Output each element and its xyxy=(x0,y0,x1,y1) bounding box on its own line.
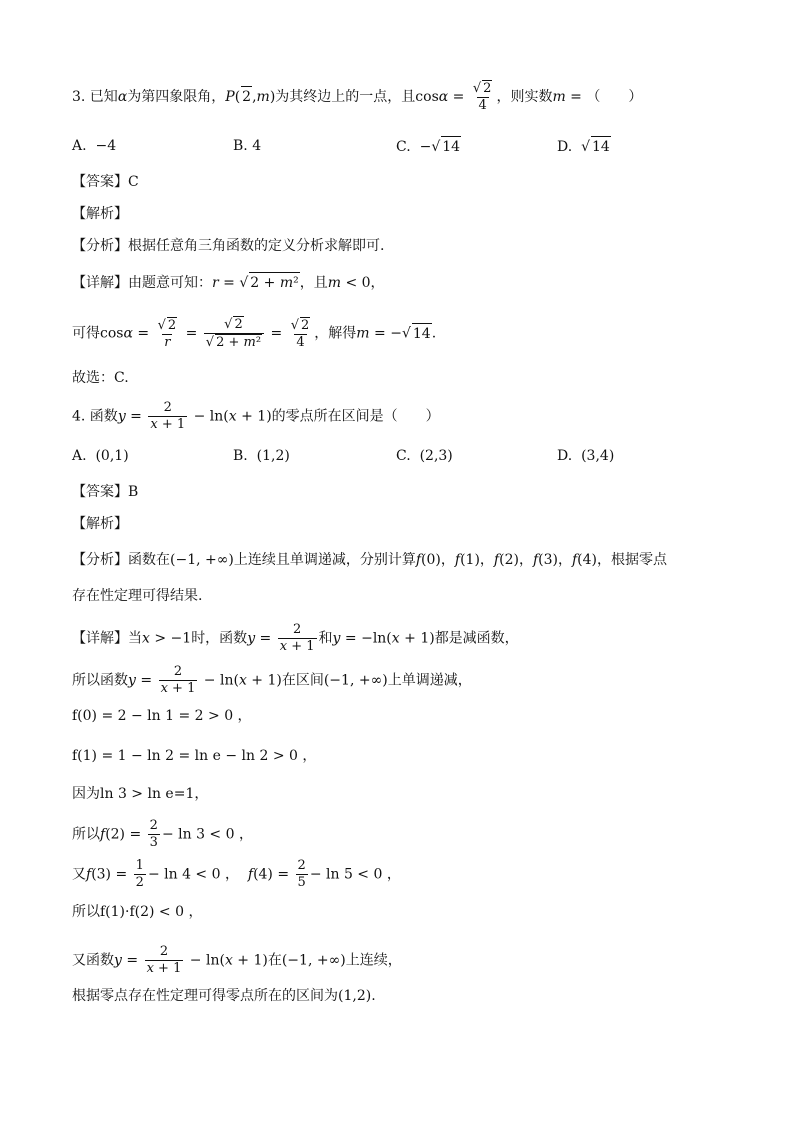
q3-stem: 3. 已知α为第四象限角，P( 2,m)为其终边上的一点，且cosα = $\frac{√ 2}{4}$ ，则实数m = （ ） xyxy=(72,81,643,113)
q4-final: 根据零点存在性定理可得零点所在的区间为(1,2). xyxy=(72,988,376,1004)
q3-step2: 可得cosα = $\frac{√ 2}{r}$ = $\frac{√ 2}{\text{√ 2 + m²}}$ = $\frac{√ 2}{4}$ ，解得m = −√ 14. xyxy=(72,317,437,350)
q3-option-b: B. 4 xyxy=(233,138,262,154)
q3-answer: 【答案】C xyxy=(72,174,139,190)
q3-xiangjie: 【详解】由题意可知：r = √ 2 + m²，且m < 0， xyxy=(72,272,385,293)
q4-fenxi: 【分析】函数在(−1, +∞)上连续且单调递减，分别计算f(0)，f(1)，f(2)，f(3)，f(4)，根据零点 xyxy=(72,552,668,568)
q4-f2: 所以f(2) = $\frac{2}{3}$ − ln 3 < 0 ， xyxy=(72,818,253,850)
q4-option-c: C. (2,3) xyxy=(396,448,453,464)
q4-product: 所以f(1)·f(2) < 0 ， xyxy=(72,904,203,920)
q4-option-d: D. (3,4) xyxy=(557,448,615,464)
q3-stem-text-c: 为其终边上的一点，且 xyxy=(275,89,416,105)
q3-option-d: D. √ 14 xyxy=(557,136,611,157)
q4-fenxi-cont: 存在性定理可得结果. xyxy=(72,588,203,604)
q4-f3-f4: 又f(3) = $\frac{1}{2}$ − ln 4 < 0 ， f(4) = $\frac{2}{5}$ − ln 5 < 0 ， xyxy=(72,858,401,890)
q4-xiangjie: 【详解】当x > −1时，函数y = $\frac{2}{x + 1}$ 和y = −ln(x + 1)都是减函数， xyxy=(72,622,519,654)
q4-option-b: B. (1,2) xyxy=(233,448,290,464)
q4-continuous: 又函数y = $\frac{2}{x + 1}$ − ln(x + 1)在(−1, +∞)上连续， xyxy=(72,944,402,976)
q4-analysis-heading: 【解析】 xyxy=(72,516,128,532)
q3-stem-text-e: （ ） xyxy=(586,89,643,105)
q3-stem-text-b: 为第四象限角， xyxy=(127,89,226,105)
q4-answer: 【答案】B xyxy=(72,484,139,500)
q3-stem-text-d: ，则实数 xyxy=(496,89,553,105)
q3-analysis-heading: 【解析】 xyxy=(72,206,128,222)
q4-monotone: 所以函数y = $\frac{2}{x + 1}$ − ln(x + 1)在区间(−1, +∞)上单调递减， xyxy=(72,664,472,696)
q4-stem: 4. 函数y = $\frac{2}{x + 1}$ − ln(x + 1)的零点所在区间是（ ） xyxy=(72,400,440,432)
q4-ln3: 因为ln 3 > ln e=1， xyxy=(72,786,209,802)
q3-conclusion: 故选：C. xyxy=(72,370,129,386)
q4-option-a: A. (0,1) xyxy=(72,448,129,464)
q3-fenxi: 【分析】根据任意角三角函数的定义分析求解即可. xyxy=(72,238,385,254)
q4-f0: f(0) = 2 − ln 1 = 2 > 0 ， xyxy=(72,708,252,724)
q3-stem-text-a: 3. 已知 xyxy=(72,89,118,105)
q4-f1: f(1) = 1 − ln 2 = ln e − ln 2 > 0 ， xyxy=(72,748,317,764)
q3-option-a: A. −4 xyxy=(72,138,117,154)
q3-option-c: C. −√ 14 xyxy=(396,136,461,157)
